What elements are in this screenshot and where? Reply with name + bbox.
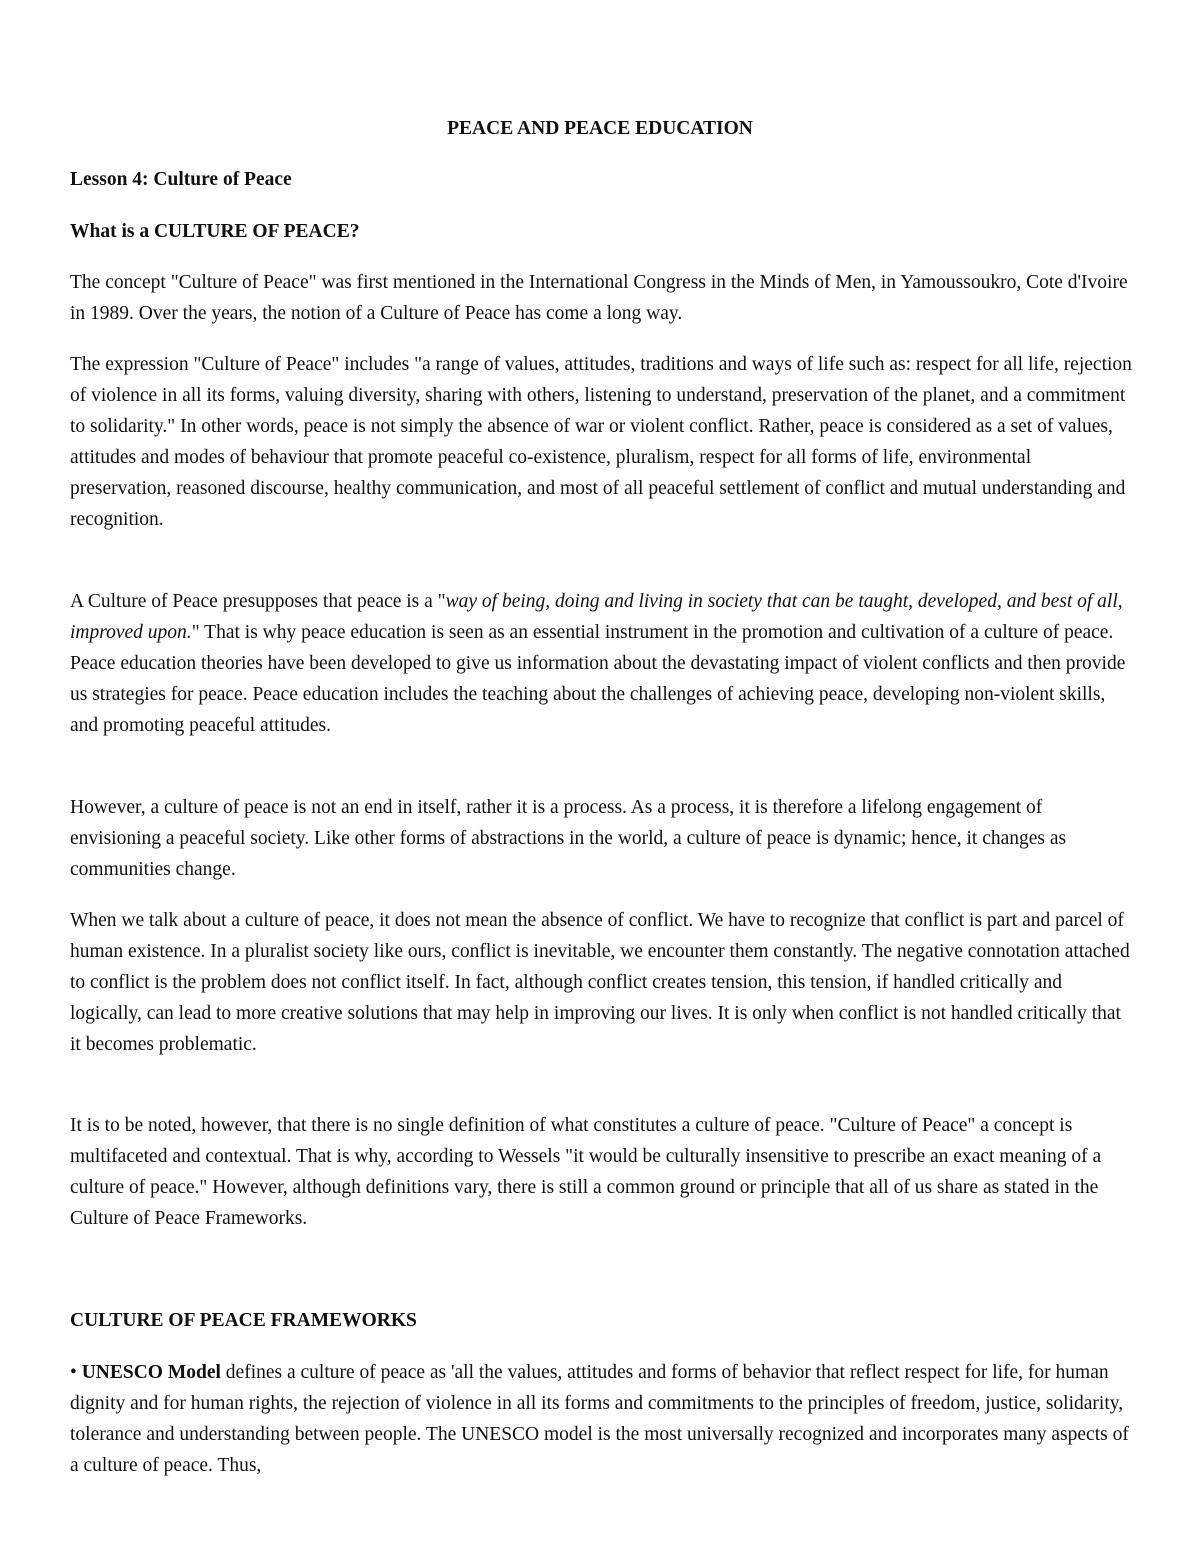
document-title: PEACE AND PEACE EDUCATION xyxy=(447,118,753,139)
paragraph-intro: The concept "Culture of Peace" was first mentioned in the International Congress in the Minds of Men, in Yamoussoukro, Cote d'Ivoire in 1989. Over the years, the notion of a Culture of Peace has come a long way. xyxy=(70,272,1128,324)
list-item-unesco xyxy=(70,1357,1132,1481)
paragraph-conflict: When we talk about a culture of peace, it does not mean the absence of conflict. We have to recognize that conflict is part and parcel of human existence. In a pluralist society like ours, conflict is inevitable, we encounter them constantly. The negative connotation attached to conflict is the problem does not conflict itself. In fact, although conflict creates tension, this tension, if handled critically and logically, can lead to more creative solutions that may help in improving our lives. It is only when conflict is not handled critically that it becomes problematic. xyxy=(70,910,1130,1055)
paragraph-presupposes-start: A Culture of Peace presupposes that peace is a " xyxy=(70,591,446,612)
bullet-icon: • xyxy=(70,1362,77,1383)
lesson-heading: Lesson 4: Culture of Peace xyxy=(70,169,292,190)
paragraph-presupposes-quote: way of being, doing and living in society that can be taught, developed, and best of all, improved upon. xyxy=(70,591,1123,643)
unesco-model-label: UNESCO Model xyxy=(81,1362,221,1383)
paragraph-expression: The expression "Culture of Peace" includes "a range of values, attitudes, traditions and ways of life such as: respect for all life, rejection of violence in all its forms, valuing diversity, sharing with others, listening to understand, preservation of the planet, and a commitment to solidarity." In other words, peace is not simply the absence of war or violent conflict. Rather, peace is considered as a set of values, attitudes and modes of behaviour that promote peaceful co-existence, pluralism, respect for all forms of life, environmental preservation, reasoned discourse, healthy communication, and most of all peaceful settlement of conflict and mutual understanding and recognition. xyxy=(70,354,1132,530)
paragraph-definition: It is to be noted, however, that there is no single definition of what constitutes a culture of peace. "Culture of Peace" a concept is multifaceted and contextual. That is why, according to Wessels "it would be culturally insensitive to prescribe an exact meaning of a culture of peace." However, although definitions vary, there is still a common ground or principle that all of us share as stated in the Culture of Peace Frameworks. xyxy=(70,1115,1102,1229)
unesco-model-text: defines a culture of peace as 'all the values, attitudes and forms of behavior that reflect respect for life, for human dignity and for human rights, the rejection of violence in all its forms and commitments to the principles of freedom, justice, solidarity, tolerance and understanding between people. The UNESCO model is the most universally recognized and incorporates many aspects of a culture of peace. Thus, xyxy=(70,1362,1129,1476)
question-heading: What is a CULTURE OF PEACE? xyxy=(70,221,360,242)
paragraph-process: However, a culture of peace is not an end in itself, rather it is a process. As a process, it is therefore a lifelong engagement of envisioning a peaceful society. Like other forms of abstractions in the world, a culture of peace is dynamic; hence, it changes as communities change. xyxy=(70,797,1067,880)
paragraph-presupposes xyxy=(70,586,1132,741)
section-heading-frameworks: CULTURE OF PEACE FRAMEWORKS xyxy=(70,1310,417,1331)
paragraph-presupposes-end: " That is why peace education is seen as an essential instrument in the promotion and cultivation of a culture of peace. Peace education theories have been developed to give us information about the devastating impact of violent conflicts and then provide us strategies for peace. Peace education includes the teaching about the challenges of achieving peace, developing non-violent skills, and promoting peaceful attitudes. xyxy=(70,622,1126,736)
